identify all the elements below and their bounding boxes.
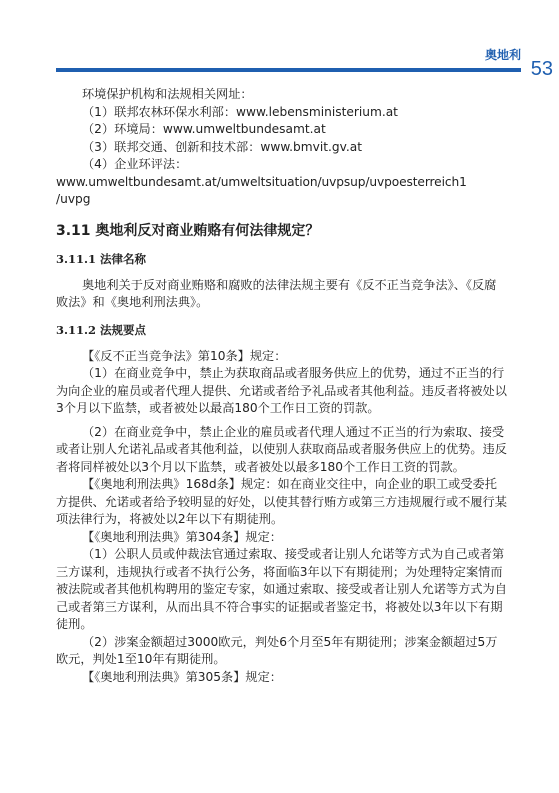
address-item-4: （4）企业环评法： bbox=[82, 157, 188, 171]
key-points-paragraph: 【《奥地利刑法典》第304条】规定： bbox=[82, 529, 282, 544]
header-rule bbox=[56, 68, 521, 72]
address-url-line-1: www.umweltbundesamt.at/umweltsituation/uvpsup/uvpoesterreich1 bbox=[56, 174, 467, 189]
page-number: 53 bbox=[530, 58, 553, 80]
subsection-title-law-names: 3.11.1 法律名称 bbox=[56, 251, 147, 266]
subsection-title-key-points: 3.11.2 法规要点 bbox=[56, 322, 147, 337]
address-item-2: （2）环境局：www.umweltbundesamt.at bbox=[82, 122, 326, 136]
key-points-paragraph: （1）公职人员或仲裁法官通过索取、接受或者让别人允诺等方式为自己或者第三方谋利，违规执行或者不执行公务，将面临3年以下有期徒刑；为处理特定案情而被法院或者其他机构聘用的鉴定专家，如通过索取、接受或者让别人允诺等方式为自己或者第三方谋利，从而出具不符合事实的证据或者鉴定书，将被处以3年以下有期徒刑。 bbox=[56, 547, 507, 631]
country-tag: 奥地利 bbox=[484, 48, 521, 62]
address-heading: 环境保护机构和法规相关网址： bbox=[82, 87, 253, 101]
key-points-paragraph: （2）涉案金额超过3000欧元，判处6个月至5年有期徒刑；涉案金额超过5万欧元，判处1至10年有期徒刑。 bbox=[56, 634, 498, 666]
key-points-paragraph: （2）在商业竞争中，禁止企业的雇员或者代理人通过不正当的行为索取、接受或者让别人允诺礼品或者其他利益，以使别人获取商品或者服务供应上的优势。违反者将同样被处以3个月以下监禁，或者被处以最多180个工作日工资的罚款。 bbox=[56, 424, 507, 474]
address-url-line-2: /uvpg bbox=[56, 192, 91, 206]
key-points-paragraph: 【《奥地利刑法典》168d条】规定：如在商业交往中，向企业的职工或受委托方提供、允诺或者给予较明显的好处，以使其替行贿方或第三方违规履行或不履行某项法律行为，将被处以2年以下有期徒刑。 bbox=[56, 477, 507, 526]
address-item-1: （1）联邦农林环保水利部：www.lebensministerium.at bbox=[82, 104, 398, 119]
page-body bbox=[56, 86, 508, 686]
key-points-paragraph: 【《奥地利刑法典》第305条】规定： bbox=[82, 669, 282, 684]
law-names-paragraph: 奥地利关于反对商业贿赂和腐败的法律法规主要有《反不正当竞争法》、《反腐败法》和《奥地利刑法典》。 bbox=[56, 277, 497, 309]
key-points-paragraph: 【《反不正当竞争法》第10条】规定： bbox=[82, 348, 287, 363]
section-title: 3.11 奥地利反对商业贿赂有何法律规定？ bbox=[56, 222, 320, 239]
key-points-paragraph: （1）在商业竞争中，禁止为获取商品或者服务供应上的优势，通过不正当的行为向企业的雇员或者代理人提供、允诺或者给予礼品或者其他利益。违反者将被处以3个月以下监禁，或者被处以最高180个工作日工资的罚款。 bbox=[56, 366, 507, 415]
address-item-3: （3）联邦交通、创新和技术部：www.bmvit.gv.at bbox=[82, 139, 363, 154]
